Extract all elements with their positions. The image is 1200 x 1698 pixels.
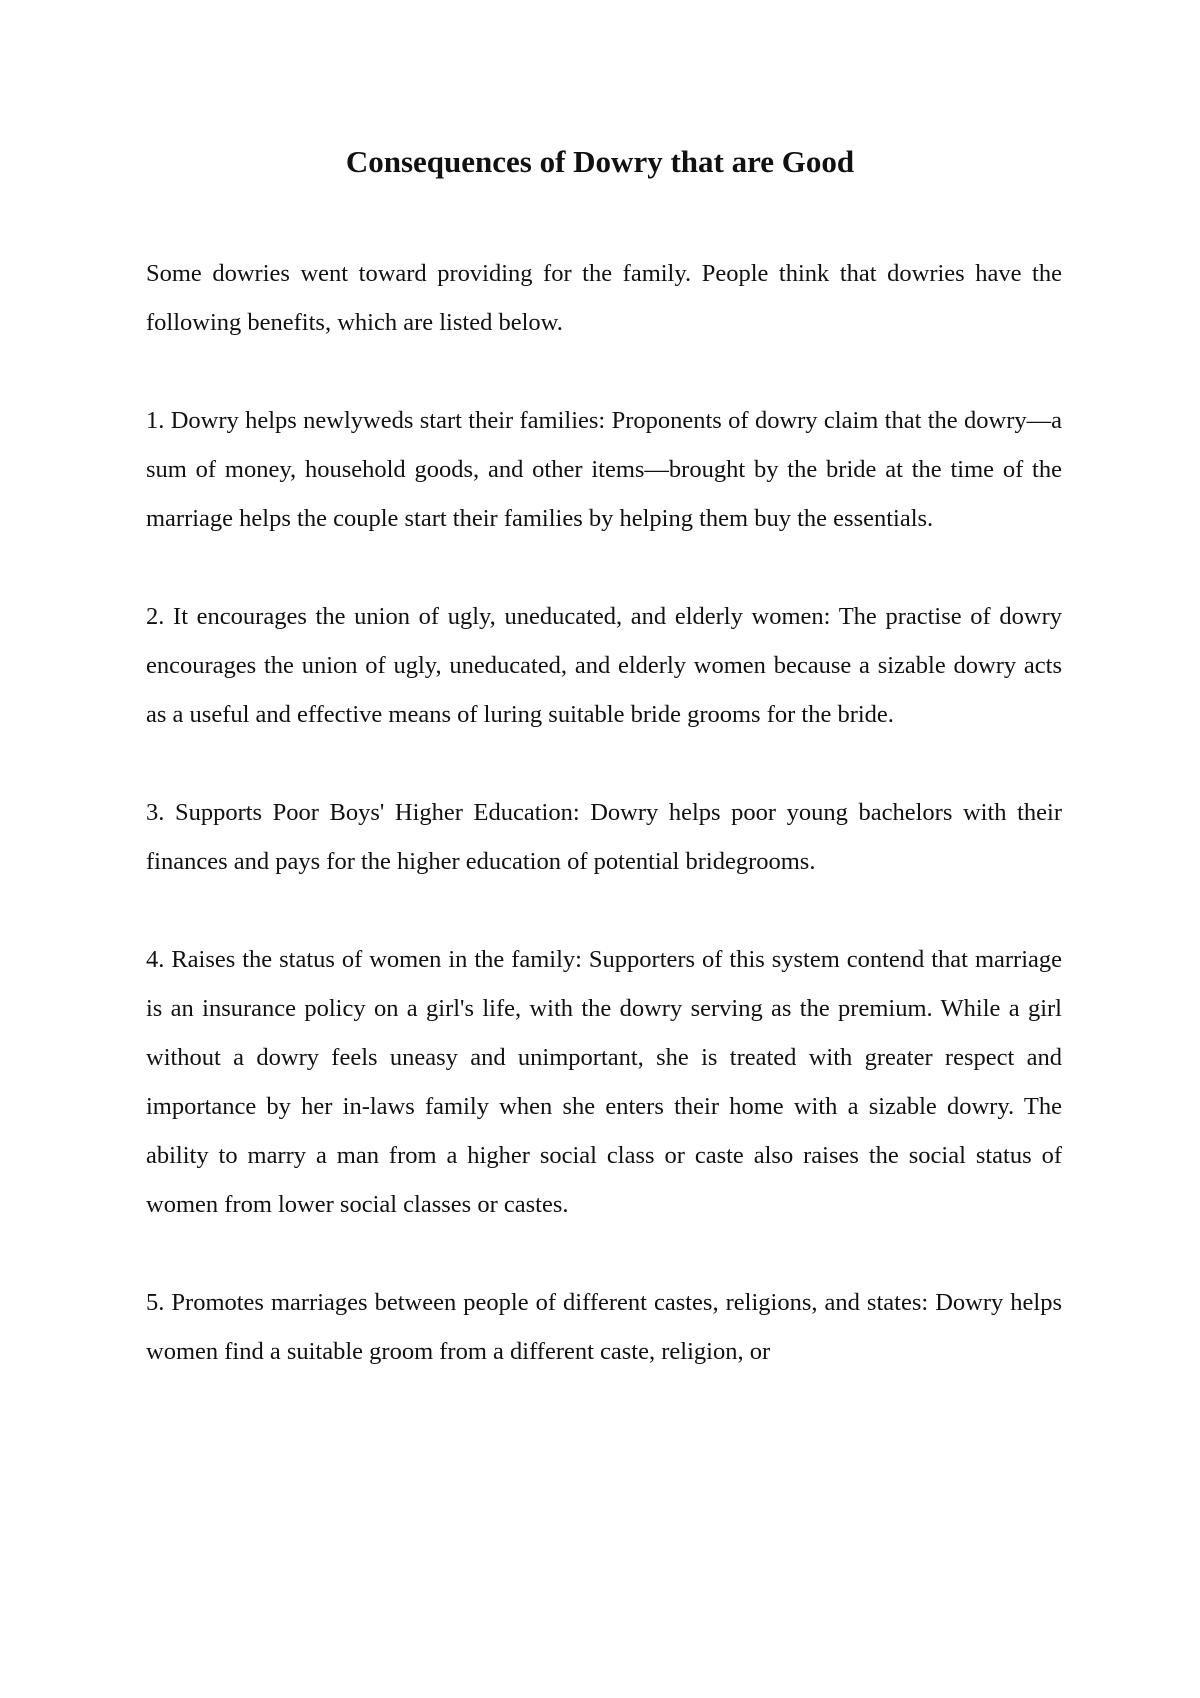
benefit-paragraph-3: 3. Supports Poor Boys' Higher Education: Dowry helps poor young bachelors with their finances and pays for the higher education of potential bridegrooms. [146,799,1062,875]
intro-paragraph: Some dowries went toward providing for the family. People think that dowries have the following benefits, which are listed below. [146,260,1062,336]
page-title: Consequences of Dowry that are Good [345,144,855,179]
benefit-paragraph-4: 4. Raises the status of women in the family: Supporters of this system contend that marriage is an insurance policy on a girl's life, with the dowry serving as the premium. While a girl without a dowry feels uneasy and unimportant, she is treated with greater respect and importance by her in-laws family when she enters their home with a sizable dowry. The ability to marry a man from a higher social class or caste also raises the social status of women from lower social classes or castes. [146,946,1062,1218]
benefit-paragraph-1: 1. Dowry helps newlyweds start their families: Proponents of dowry claim that the dowry—a sum of money, household goods, and other items—brought by the bride at the time of the marriage helps the couple start their families by helping them buy the essentials. [146,407,1062,532]
benefit-paragraph-2: 2. It encourages the union of ugly, uneducated, and elderly women: The practise of dowry encourages the union of ugly, uneducated, and elderly women because a sizable dowry acts as a useful and effective means of luring suitable bride grooms for the bride. [146,603,1062,728]
benefit-paragraph-5: 5. Promotes marriages between people of different castes, religions, and states: Dowry helps women find a suitable groom from a different caste, religion, or [146,1289,1062,1365]
document-body [146,249,1062,1425]
